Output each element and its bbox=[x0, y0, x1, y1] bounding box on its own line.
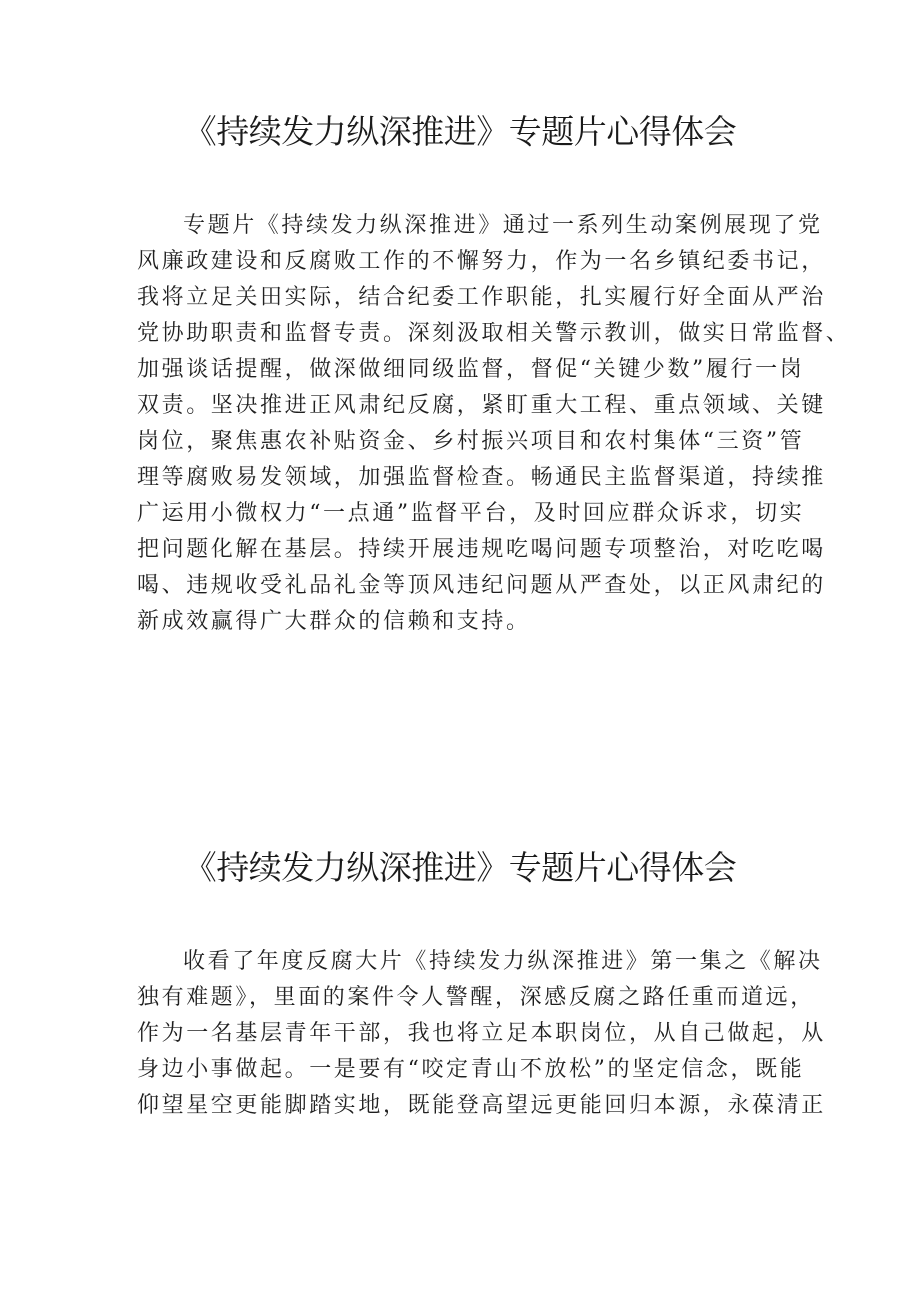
paragraph-line: 广运用小微权力“一点通”监督平台，及时回应群众诉求，切实 bbox=[137, 501, 805, 526]
paragraph-line: 新成效赢得广大群众的信赖和支持。 bbox=[137, 609, 531, 634]
paragraph-line: 风廉政建设和反腐败工作的不懈努力，作为一名乡镇纪委书记， bbox=[137, 249, 826, 274]
paragraph-line: 双责。坚决推进正风肃纪反腐，紧盯重大工程、重点领域、关键 bbox=[137, 393, 826, 418]
paragraph-line: 加强谈话提醒，做深做细同级监督，督促“关键少数”履行一岗 bbox=[137, 357, 805, 382]
paragraph-line: 收看了年度反腐大片《持续发力纵深推进》第一集之《解决 bbox=[183, 949, 823, 974]
paragraph-line: 身边小事做起。一是要有“咬定青山不放松”的坚定信念，既能 bbox=[137, 1057, 805, 1082]
paragraph-line: 作为一名基层青年干部，我也将立足本职岗位，从自己做起，从 bbox=[137, 1021, 826, 1046]
paragraph-line: 独有难题》，里面的案件令人警醒，深感反腐之路任重而道远， bbox=[137, 985, 815, 1010]
paragraph-line: 喝、违规收受礼品礼金等顶风违纪问题从严查处，以正风肃纪的 bbox=[137, 573, 826, 598]
paragraph-line: 我将立足关田实际，结合纪委工作职能，扎实履行好全面从严治 bbox=[137, 285, 826, 310]
section-2-paragraph bbox=[137, 944, 826, 1124]
paragraph-line: 党协助职责和监督专责。深刻汲取相关警示教训，做实日常监督、 bbox=[137, 321, 851, 346]
section-1-paragraph bbox=[137, 208, 851, 640]
section-1-title: 《持续发力纵深推进》专题片心得体会 bbox=[183, 112, 737, 151]
paragraph-line: 专题片《持续发力纵深推进》通过一系列生动案例展现了党 bbox=[183, 213, 823, 238]
section-2-title: 《持续发力纵深推进》专题片心得体会 bbox=[183, 848, 737, 887]
paragraph-line: 理等腐败易发领域，加强监督检查。畅通民主监督渠道，持续推 bbox=[137, 465, 826, 490]
paragraph-line: 岗位，聚焦惠农补贴资金、乡村振兴项目和农村集体“三资”管 bbox=[137, 429, 805, 454]
paragraph-line: 仰望星空更能脚踏实地，既能登高望远更能回归本源，永葆清正 bbox=[137, 1093, 826, 1118]
paragraph-line: 把问题化解在基层。持续开展违规吃喝问题专项整治，对吃吃喝 bbox=[137, 537, 826, 562]
